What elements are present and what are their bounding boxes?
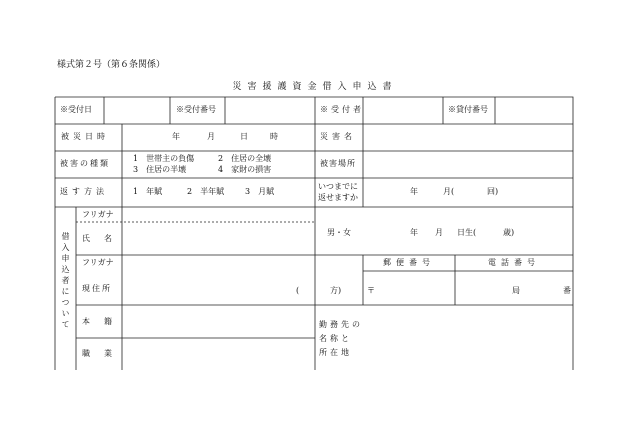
damage-option-2: 2 住居の全壊	[218, 154, 272, 163]
workplace-label-line3: 所在地	[319, 348, 352, 357]
birth-day: 日生(	[457, 228, 477, 237]
birth-year: 年	[410, 228, 418, 237]
postal-code-label: 郵便番号	[383, 258, 435, 267]
loan-number-label: ※貸付番号	[448, 105, 488, 114]
disaster-year: 年	[172, 132, 180, 141]
until-when-line1: いつまでに	[318, 182, 358, 191]
address-paren-open: (	[296, 286, 300, 295]
form-id: 様式第２号（第６条関係）	[57, 60, 166, 70]
disaster-day: 日	[240, 132, 248, 141]
postal-mark: 〒	[367, 286, 375, 295]
workplace-label-line2: 名称と	[319, 334, 352, 343]
receipt-date-label: ※受付日	[60, 105, 92, 114]
disaster-date-label: 被災日時	[61, 132, 109, 141]
name-label: 氏名	[82, 234, 126, 243]
disaster-name-label: 災害名	[320, 132, 356, 141]
repay-month: 月(	[443, 187, 455, 196]
disaster-month: 月	[207, 132, 215, 141]
furigana-label-1: フリガナ	[82, 210, 114, 219]
phone-exchange: 局	[512, 286, 520, 295]
address-label: 現住所	[82, 284, 112, 293]
phone-label: 電話番号	[488, 258, 540, 267]
borrower-section-label: 借入申込者について	[61, 232, 70, 331]
receipt-number-label: ※受付番号	[176, 105, 216, 114]
repay-times: 回)	[487, 187, 499, 196]
repay-method-semiannual: 2 半年賦	[187, 187, 225, 196]
until-when-line2: 返せますか	[318, 193, 358, 202]
furigana-label-2: フリガナ	[82, 258, 114, 267]
damage-option-3: 3 住居の半壊	[133, 165, 187, 174]
repay-method-monthly: 3 月賦	[245, 187, 275, 196]
phone-number: 番	[563, 286, 571, 295]
domicile-label: 本籍	[82, 317, 126, 326]
repay-year: 年	[410, 187, 418, 196]
damage-option-1: 1 世帯主の負傷	[133, 154, 195, 163]
receiver-label: ※受付者	[320, 105, 364, 114]
damage-option-4: 4 家財の損害	[218, 165, 272, 174]
form-title: 災害援護資金借入申込書	[232, 82, 398, 92]
birth-month: 月	[435, 228, 443, 237]
address-paren-close: 方)	[330, 286, 342, 295]
damage-type-label: 被害の種類	[60, 159, 110, 168]
workplace-label-line1: 勤務先の	[319, 320, 363, 329]
repay-method-annual: 1 年賦	[133, 187, 163, 196]
age: 歳)	[503, 228, 515, 237]
occupation-label: 職業	[82, 349, 126, 358]
repay-method-label: 返す方法	[60, 187, 108, 196]
disaster-hour: 時	[270, 132, 278, 141]
damage-place-label: 被害場所	[320, 159, 356, 168]
gender-field: 男・女	[327, 228, 351, 237]
